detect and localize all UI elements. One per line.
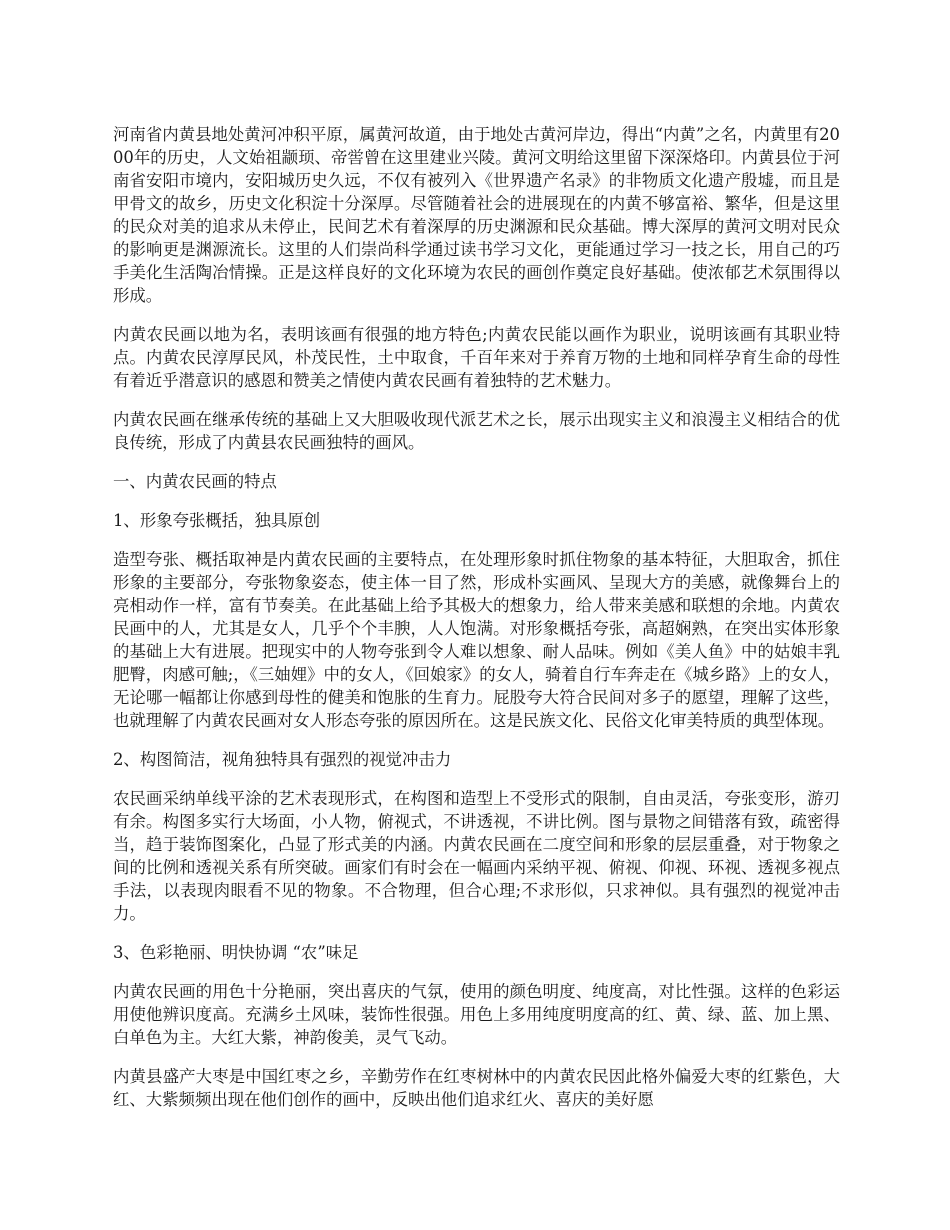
subsection-heading-1: 1、形象夸张概括，独具原创 — [113, 511, 321, 530]
paragraph-style: 内黄农民画在继承传统的基础上又大胆吸收现代派艺术之长，展示出现实主义和浪漫主义相结合的优良传统，形成了内黄县农民画独特的画风。 — [113, 410, 840, 452]
paragraph-intro: 河南省内黄县地处黄河冲积平原，属黄河故道，由于地处古黄河岸边，得出“内黄”之名，内黄里有2000年的历史，人文始祖颛顼、帝喾曾在这里建业兴陵。黄河文明给这里留下深深烙印。内黄县位于河南省安阳市境内，安阳城历史久远，不仅有被列入《世界遗产名录》的非物质文化遗产殷墟，而且是甲骨文的故乡，历史文化积淀十分深厚。尽管随着社会的进展现在的内黄不够富裕、繁华，但是这里的民众对美的追求从未停止，民间艺术有着深厚的历史渊源和民众基础。博大深厚的黄河文明对民众的影响更是渊源流长。这里的人们崇尚科学通过读书学习文化，更能通过学习一技之长，用自己的巧手美化生活陶冶情操。正是这样良好的文化环境为农民的画创作奠定良好基础。使浓郁艺术氛围得以形成。 — [113, 125, 840, 305]
paragraph-local-character: 内黄农民画以地为名，表明该画有很强的地方特色;内黄农民能以画作为职业，说明该画有其职业特点。内黄农民淳厚民风，朴茂民性，土中取食，千百年来对于养育万物的土地和同样孕育生命的母性有着近乎潜意识的感恩和赞美之情使内黄农民画有着独特的艺术魅力。 — [113, 325, 840, 390]
paragraph-composition: 农民画采纳单线平涂的艺术表现形式，在构图和造型上不受形式的限制，自由灵活，夸张变形，游刃有余。构图多实行大场面，小人物，俯视式，不讲透视，不讲比例。图与景物之间错落有致，疏密得当，趋于装饰图案化，凸显了形式美的内涵。内黄农民画在二度空间和形象的层层重叠，对于物象之间的比例和透视关系有所突破。画家们有时会在一幅画内采纳平视、俯视、仰视、环视、透视多视点手法，以表现肉眼看不见的物象。不合物理，但合心理;不求形似，只求神似。具有强烈的视觉冲击力。 — [113, 789, 840, 923]
subsection-heading-3: 3、色彩艳丽、明快协调 “农”味足 — [113, 943, 359, 962]
subsection-heading-2: 2、构图简洁，视角独特具有强烈的视觉冲击力 — [113, 750, 452, 769]
paragraph-jujube: 内黄县盛产大枣是中国红枣之乡，辛勤劳作在红枣树林中的内黄农民因此格外偏爱大枣的红紫色，大红、大紫频频出现在他们创作的画中，反映出他们追求红火、喜庆的美好愿 — [113, 1067, 840, 1109]
paragraph-color: 内黄农民画的用色十分艳丽，突出喜庆的气氛，使用的颜色明度、纯度高，对比性强。这样的色彩运用使他辨识度高。充满乡土风味，装饰性很强。用色上多用纯度明度高的红、黄、绿、蓝、加上黑、白单色为主。大红大紫，神韵俊美，灵气飞动。 — [113, 982, 840, 1047]
section-heading: 一、内黄农民画的特点 — [113, 472, 277, 491]
paragraph-exaggeration: 造型夸张、概括取神是内黄农民画的主要特点，在处理形象时抓住物象的基本特征，大胆取舍，抓住形象的主要部分，夸张物象姿态，使主体一目了然，形成朴实画风、呈现大方的美感，就像舞台上的亮相动作一样，富有节奏美。在此基础上给予其极大的想象力，给人带来美感和联想的余地。内黄农民画中的人，尤其是女人，几乎个个丰腴，人人饱满。对形象概括夸张，高超娴熟，在突出实体形象的基础上大有进展。把现实中的人物夸张到令人难以想象、耐人品味。例如《美人鱼》中的姑娘丰乳肥臀，肉感可触;，《三妯娌》中的女人，《回娘家》的女人，骑着自行车奔走在《城乡路》上的女人，无论哪一幅都让你感到母性的健美和饱胀的生育力。屁股夸大符合民间对多子的愿望，理解了这些，也就理解了内黄农民画对女人形态夸张的原因所在。这是民族文化、民俗文化审美特质的典型体现。 — [113, 550, 840, 730]
document-body — [113, 123, 840, 1127]
